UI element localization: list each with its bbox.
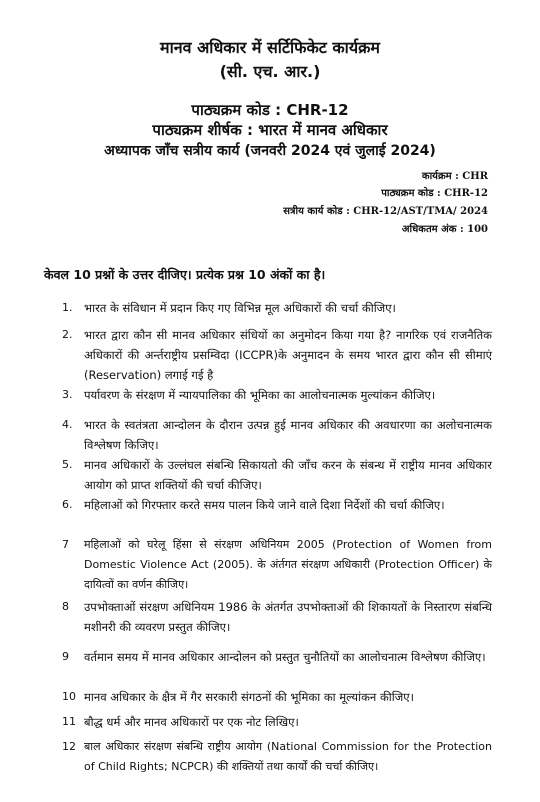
question-text: महिलाओं को घरेलू हिंसा से संरक्षण अधिनियम 2005 (Protection of Women from Domestic Violence Act (2005). के अंर्तगत संरक्षण अधिकारी (Protection Officer) के दायित्वों का वर्णन कीजिए। bbox=[84, 538, 492, 591]
question-text: महिलाओं को गिरफ्तार करते समय पालन किये जाने वाले दिशा निर्देशों की चर्चा कीजिए। bbox=[84, 498, 445, 512]
question-text: बाल अधिकार संरक्षण संबन्धि राष्ट्रीय आयोग (National Commission for the Protection of Child Rights; NCPCR) की शक्तियों तथा कार्यों की चर्चा कीजिए। bbox=[84, 740, 492, 773]
question-number: 8 bbox=[62, 600, 69, 613]
question-item bbox=[62, 385, 492, 405]
question-item bbox=[62, 597, 492, 637]
question-number: 3. bbox=[62, 388, 73, 401]
question-number: 10 bbox=[62, 690, 76, 703]
meta-max-marks-label: अधिकतम अंक bbox=[401, 224, 457, 235]
meta-assignment-code-value: : CHR-12/AST/TMA/ 2024 bbox=[346, 206, 488, 217]
question-item bbox=[62, 495, 492, 515]
question-number: 7 bbox=[62, 538, 69, 551]
question-number: 5. bbox=[62, 458, 73, 471]
question-text: उपभोक्ताओं संरक्षण अधिनियम 1986 के अंतर्गत उपभोक्ताओं की शिकायतों के निस्तारण संबन्धि मशीनरी की व्यवरण प्रस्तुत कीजिए। bbox=[84, 600, 492, 634]
meta-course-code-label: पाठ्यक्रम कोड bbox=[381, 188, 434, 199]
question-text: भारत के स्वतंत्रता आन्दोलन के दौरान उत्पन्न हुई मानव अधिकार की अवधारणा का अलोचनात्मक विश्लेषण किजिए। bbox=[84, 418, 492, 452]
question-item bbox=[62, 712, 492, 732]
question-item bbox=[62, 737, 492, 777]
question-number: 9 bbox=[62, 650, 69, 663]
meta-course-code-value: : CHR-12 bbox=[437, 188, 488, 199]
instruction-text: केवल 10 प्रश्नों के उत्तर दीजिए। प्रत्येक प्रश्न 10 अंकों का है। bbox=[44, 267, 326, 282]
question-item bbox=[62, 535, 492, 595]
question-number: 1. bbox=[62, 301, 73, 314]
meta-assignment-code bbox=[283, 203, 488, 220]
question-number: 2. bbox=[62, 328, 73, 341]
programme-title: मानव अधिकार में सर्टिफिकेट कार्यक्रम bbox=[160, 38, 380, 57]
meta-course-code bbox=[381, 185, 488, 202]
course-title-heading: पाठ्यक्रम शीर्षक : भारत में मानव अधिकार bbox=[152, 121, 388, 139]
assignment-title-heading: अध्यापक जाँच सत्रीय कार्य (जनवरी 2024 एवं जुलाई 2024) bbox=[104, 143, 436, 159]
question-text: मानव अधिकारों के उल्लंघल संबन्धि सिकायतो की जाँच करन के संबन्ध में राष्ट्रीय मानव अधिकार आयोग को प्राप्त शक्तियों की चर्चा कीजिए। bbox=[84, 458, 492, 492]
question-number: 6. bbox=[62, 498, 73, 511]
question-item bbox=[62, 325, 492, 385]
question-item bbox=[62, 455, 492, 495]
question-number: 12 bbox=[62, 740, 76, 753]
question-number: 4. bbox=[62, 418, 73, 431]
question-text: मानव अधिकार के क्षैत्र में गैर सरकारी संगठनों की भूमिका का मूल्यांकन कीजिए। bbox=[84, 690, 414, 704]
question-text: पर्यावरण के संरक्षण में न्यायपालिका की भूमिका का आलोचनात्मक मुल्यांकन कीजिए। bbox=[84, 388, 436, 402]
question-item bbox=[62, 298, 492, 318]
meta-max-marks bbox=[402, 221, 488, 238]
course-code-heading: पाठ्यक्रम कोड : CHR-12 bbox=[191, 101, 349, 119]
question-text: भारत के संविधान में प्रदान किए गए विभिन्न मूल अधिकारों की चर्चा कीजिए। bbox=[84, 301, 396, 315]
question-text: वर्तमान समय में मानव अधिकार आन्दोलन को प्रस्तुत चुनौतियों का आलोचनात्म विश्लेषण कीजिए। bbox=[84, 650, 486, 664]
meta-programme bbox=[422, 168, 488, 185]
question-text: बौद्ध धर्म और मानव अधिकारों पर एक नोट लिखिए। bbox=[84, 715, 299, 729]
meta-assignment-code-label: सत्रीय कार्य कोड bbox=[283, 206, 343, 217]
programme-abbreviation: (सी. एच. आर.) bbox=[219, 62, 321, 81]
question-item bbox=[62, 647, 492, 667]
meta-programme-label: कार्यक्रम bbox=[421, 171, 452, 182]
question-item bbox=[62, 687, 492, 707]
question-number: 11 bbox=[62, 715, 76, 728]
meta-programme-value: : CHR bbox=[455, 171, 488, 182]
meta-max-marks-value: : 100 bbox=[459, 224, 488, 235]
question-item bbox=[62, 415, 492, 455]
question-text: भारत द्वारा कौन सी मानव अधिकार संधियों का अनुमोदन किया गया है? नागरिक एवं राजनैतिक अधिकारों की अर्न्तराष्ट्रीय प्रसम्विदा (ICCPR)के अनुमादन के समय भारत द्वारा कौन सी सीमाएं (Reservation) लगाई गई है bbox=[84, 328, 492, 382]
